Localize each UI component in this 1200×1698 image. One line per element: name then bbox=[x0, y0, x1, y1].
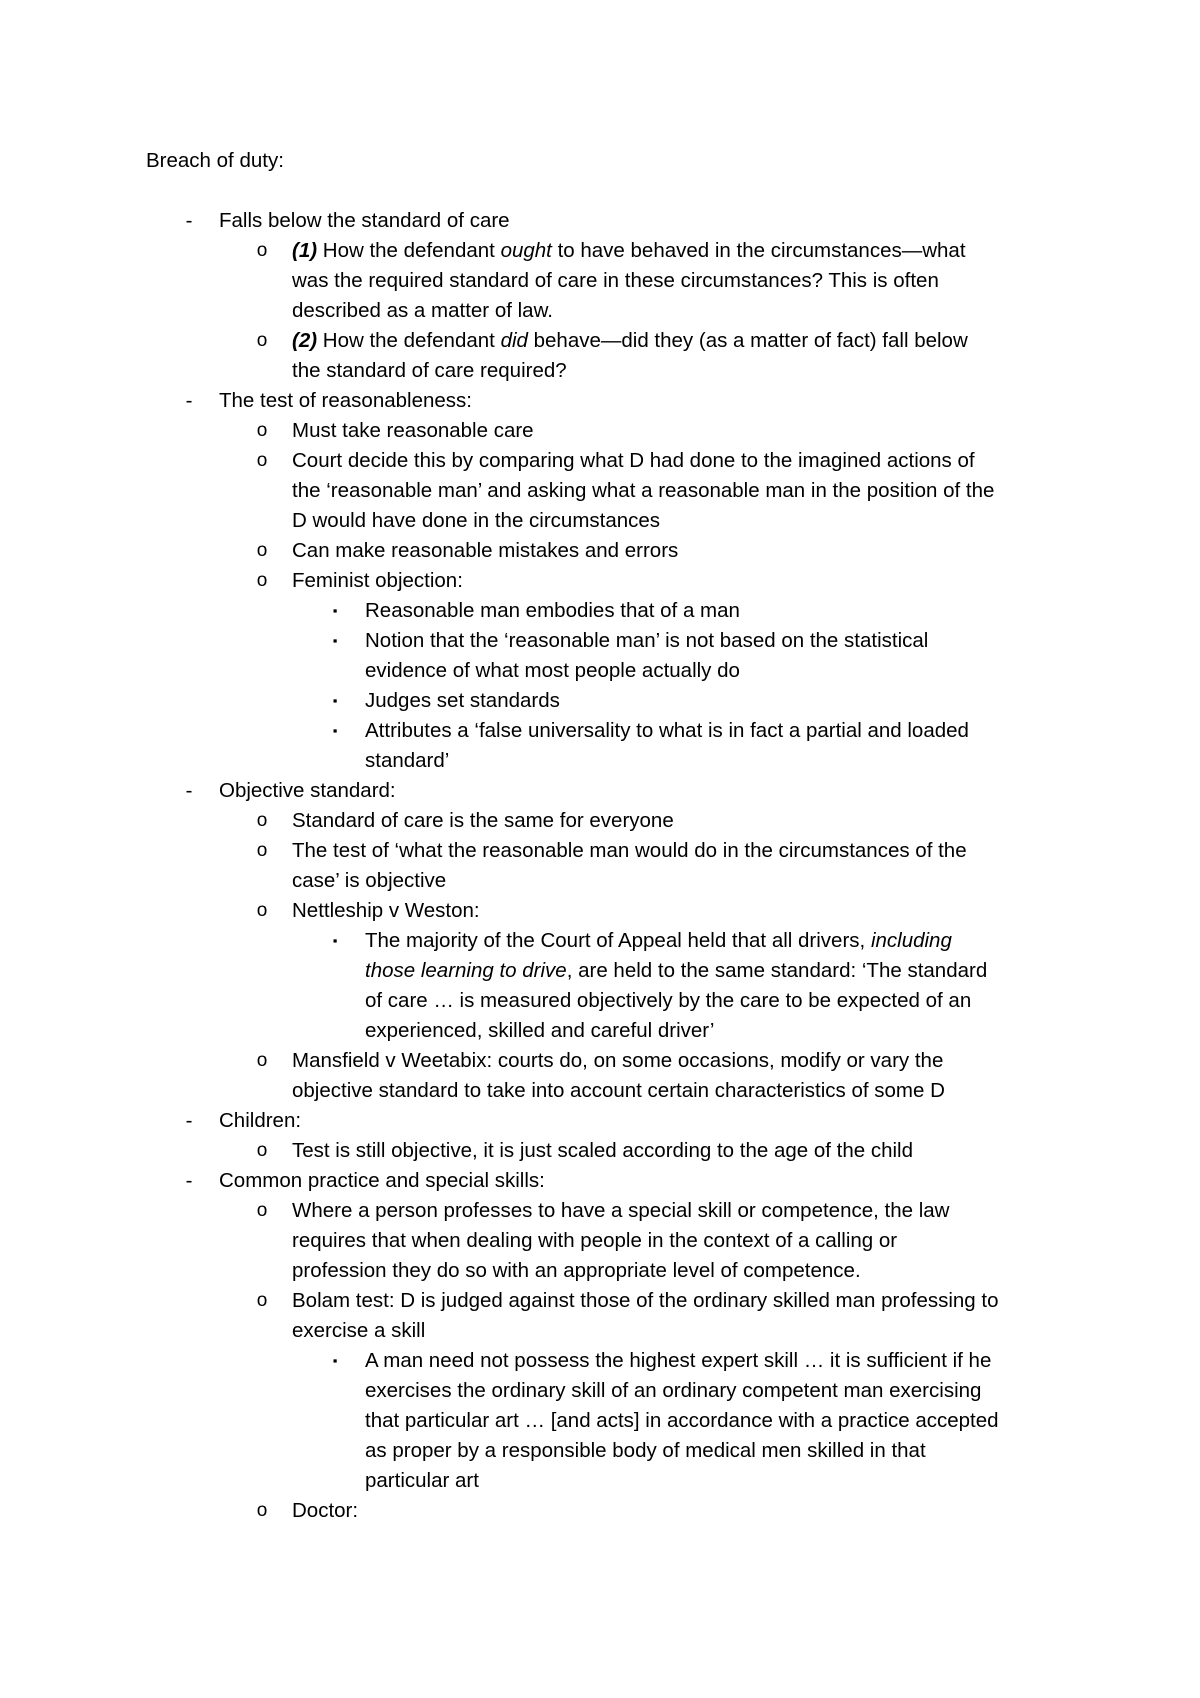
circle-bullet-icon: o bbox=[256, 1050, 268, 1071]
list-item: o The test of ‘what the reasonable man would do in the circumstances of the bbox=[0, 836, 1200, 866]
list-item: o Court decide this by comparing what D had done to the imagined actions of bbox=[0, 446, 1200, 476]
list-item: o Nettleship v Weston: bbox=[0, 896, 1200, 926]
circle-bullet-icon: o bbox=[256, 900, 268, 921]
list-item: o Mansfield v Weetabix: courts do, on some occasions, modify or vary the bbox=[0, 1046, 1200, 1076]
list-item: ▪ A man need not possess the highest expert skill … it is sufficient if he bbox=[0, 1346, 1200, 1376]
circle-bullet-icon: o bbox=[256, 1140, 268, 1161]
list-item: - Common practice and special skills: bbox=[0, 1166, 1200, 1196]
dash-bullet-icon: - bbox=[185, 209, 193, 232]
list-item: o Bolam test: D is judged against those of the ordinary skilled man professing to bbox=[0, 1286, 1200, 1316]
circle-bullet-icon: o bbox=[256, 570, 268, 591]
square-bullet-icon: ▪ bbox=[332, 933, 338, 948]
square-bullet-icon: ▪ bbox=[332, 693, 338, 708]
list-item: ▪ The majority of the Court of Appeal held that all drivers, including bbox=[0, 926, 1200, 956]
list-item: - Children: bbox=[0, 1106, 1200, 1136]
list-item: o (1) How the defendant ought to have behaved in the circumstances—what bbox=[0, 236, 1200, 266]
circle-bullet-icon: o bbox=[256, 240, 268, 261]
circle-bullet-icon: o bbox=[256, 1200, 268, 1221]
list-item: ▪ Judges set standards bbox=[0, 686, 1200, 716]
list-item: ▪ Attributes a ‘false universality to what is in fact a partial and loaded bbox=[0, 716, 1200, 746]
document-title: Breach of duty: bbox=[146, 149, 284, 172]
circle-bullet-icon: o bbox=[256, 540, 268, 561]
dash-bullet-icon: - bbox=[185, 779, 193, 802]
square-bullet-icon: ▪ bbox=[332, 603, 338, 618]
circle-bullet-icon: o bbox=[256, 450, 268, 471]
list-item: - The test of reasonableness: bbox=[0, 386, 1200, 416]
list-item: o Must take reasonable care bbox=[0, 416, 1200, 446]
circle-bullet-icon: o bbox=[256, 420, 268, 441]
list-item: o Standard of care is the same for everyone bbox=[0, 806, 1200, 836]
list-item: o Test is still objective, it is just scaled according to the age of the child bbox=[0, 1136, 1200, 1166]
list-item: - Objective standard: bbox=[0, 776, 1200, 806]
dash-bullet-icon: - bbox=[185, 1169, 193, 1192]
circle-bullet-icon: o bbox=[256, 1290, 268, 1311]
list-item: o Where a person professes to have a special skill or competence, the law bbox=[0, 1196, 1200, 1226]
list-item: o Can make reasonable mistakes and errors bbox=[0, 536, 1200, 566]
dash-bullet-icon: - bbox=[185, 1109, 193, 1132]
list-item: - Falls below the standard of care bbox=[0, 206, 1200, 236]
list-item: ▪ Notion that the ‘reasonable man’ is not based on the statistical bbox=[0, 626, 1200, 656]
list-item: o Feminist objection: bbox=[0, 566, 1200, 596]
square-bullet-icon: ▪ bbox=[332, 723, 338, 738]
circle-bullet-icon: o bbox=[256, 1500, 268, 1521]
circle-bullet-icon: o bbox=[256, 330, 268, 351]
outline-list: - Falls below the standard of care o (1) How the defendant ought to have behaved in the circumstances—what was the required standard of care in these circumstances? This is often described as a matter of law. o (2) How the defendant did behave—did they (as a matter of fact) fall below the standard of care required? - The test of reasonableness: o Must take reasonable care o Court decide this by comparing what D had done to the imagined actions of the ‘reasonable man’ and asking what a reasonable man in the position of the D would have done in the circumstances o Can make reasonable mistakes and errors o Feminist objection: ▪ Reasonable man embodies that of a man ▪ Notion that the ‘reasonable man’ is not based on the statistical evidence of what most people actually do ▪ Judges set standards ▪ Attributes a ‘false universality to what is in fact a partial and loaded standard’ - Objective standard: o Standard of care is the same for everyone o The test of ‘what the reasonable man would do in the circumstances of the case’ is objective o Nettleship v Weston: ▪ The majority of the Court of Appeal held that all drivers, including those learning to drive, are held to the same standard: ‘The standard of care … is measured objectively by the care to be expected of an experienced, skilled and careful driver’ o Mansfield v Weetabix: courts do, on some occasions, modify or vary the objective standard to take into account certain characteristics of some D - Children: o Test is still objective, it is just scaled according to the age of the child - Common practice and special skills: o Where a person professes to have a special skill or competence, the law requires that when dealing with people in the context of a calling or profession they do so with an appropriate level of competence. o Bolam test: D is judged against those of the ordinary skilled man professing to exercise a skill ▪ A man need not possess the highest expert skill … it is sufficient if he exercises the ordinary skill of an ordinary competent man exercising that particular art … [and acts] in accordance with a practice accepted as proper by a responsible body of medical men skilled in that particular art o Doctor: bbox=[0, 206, 1200, 1526]
list-item: o (2) How the defendant did behave—did they (as a matter of fact) fall below bbox=[0, 326, 1200, 356]
circle-bullet-icon: o bbox=[256, 840, 268, 861]
square-bullet-icon: ▪ bbox=[332, 1353, 338, 1368]
list-item: o Doctor: bbox=[0, 1496, 1200, 1526]
list-item: ▪ Reasonable man embodies that of a man bbox=[0, 596, 1200, 626]
circle-bullet-icon: o bbox=[256, 810, 268, 831]
square-bullet-icon: ▪ bbox=[332, 633, 338, 648]
dash-bullet-icon: - bbox=[185, 389, 193, 412]
